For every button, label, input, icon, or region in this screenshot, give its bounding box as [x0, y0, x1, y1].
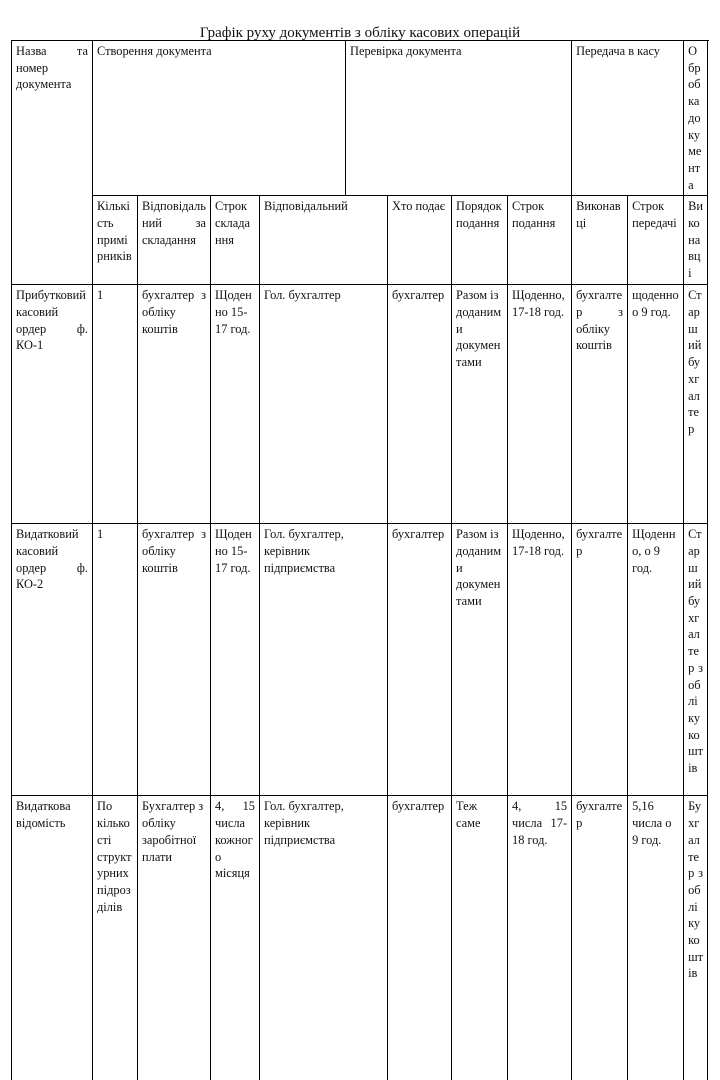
cell-submitter: бухгалтер [388, 285, 452, 524]
cell-submitter: бухгалтер [388, 796, 452, 1080]
page-title: Графік руху документів з обліку касових операцій [199, 25, 521, 41]
cell-processing-executor: Старший бухгалтер [684, 285, 708, 524]
subheader-transfer-deadline: Строк передачі [628, 196, 684, 285]
header-row [12, 41, 708, 196]
cell-deadline: Щоденно 15-17 год. [211, 524, 260, 796]
cell-document: Видатковий касовий ордер ф. КО-2 [12, 524, 93, 796]
cell-copies: По кількості структурних підрозділів [93, 796, 138, 1080]
cell-document: Прибутковий касовий ордер ф. КО-1 [12, 285, 93, 524]
cell-processing-executor: Бухгалтер з обліку коштів [684, 796, 708, 1080]
cell-transfer-executor: бухгалтер [572, 796, 628, 1080]
cell-transfer-executor: бухгалтер [572, 524, 628, 796]
cell-checker: Гол. бухгалтер, керівник підприємства [260, 796, 388, 1080]
cell-transfer-deadline: 5,16 числа о 9 год. [628, 796, 684, 1080]
cell-submitter: бухгалтер [388, 524, 452, 796]
subheader-who-submits: Хто подає [388, 196, 452, 285]
cell-deadline: 4, 15 числа кожного місяця [211, 796, 260, 1080]
cell-transfer-deadline: щоденно о 9 год. [628, 285, 684, 524]
header-name-number: Назва та номер документа [12, 41, 93, 285]
cell-checker: Гол. бухгалтер [260, 285, 388, 524]
cell-transfer-deadline: Щоденно, о 9 год. [628, 524, 684, 796]
cell-copies: 1 [93, 285, 138, 524]
table-row [12, 796, 708, 1080]
cell-order: Теж саме [452, 796, 508, 1080]
subheader-responsible-creation: Відповідальний за складання [138, 196, 211, 285]
header-verification: Перевірка документа [346, 41, 572, 196]
cell-order: Разом із доданими документами [452, 285, 508, 524]
cell-submit-deadline: 4, 15 числа 17-18 год. [508, 796, 572, 1080]
cell-processing-executor: Старший бухгалтер з обліку коштів [684, 524, 708, 796]
subheader-responsible-verification: Відповідальний [260, 196, 388, 285]
header-transfer: Передача в касу [572, 41, 684, 196]
header-processing: Обробка документа [684, 41, 708, 196]
cell-document: Видаткова відомість [12, 796, 93, 1080]
cell-copies: 1 [93, 524, 138, 796]
header-creation: Створення документа [93, 41, 346, 196]
cell-transfer-executor: бухгалтер з обліку коштів [572, 285, 628, 524]
cell-order: Разом із доданими документами [452, 524, 508, 796]
cell-responsible: Бухгалтер з обліку заробітної плати [138, 796, 211, 1080]
subheader-submission-deadline: Строк подання [508, 196, 572, 285]
subheader-row [12, 196, 708, 285]
subheader-executor-transfer: Виконавці [572, 196, 628, 285]
cell-responsible: бухгалтер з обліку коштів [138, 524, 211, 796]
document-flow-table [11, 40, 708, 1080]
subheader-deadline-creation: Строк складання [211, 196, 260, 285]
table-row [12, 285, 708, 524]
subheader-executor-processing: Виконавці [684, 196, 708, 285]
cell-responsible: бухгалтер з обліку коштів [138, 285, 211, 524]
cell-checker: Гол. бухгалтер, керівник підприємства [260, 524, 388, 796]
subheader-submission-order: Порядок подання [452, 196, 508, 285]
table-row [12, 524, 708, 796]
cell-submit-deadline: Щоденно, 17-18 год. [508, 285, 572, 524]
cell-deadline: Щоденно 15-17 год. [211, 285, 260, 524]
subheader-copies: Кількість примірників [93, 196, 138, 285]
cell-submit-deadline: Щоденно, 17-18 год. [508, 524, 572, 796]
